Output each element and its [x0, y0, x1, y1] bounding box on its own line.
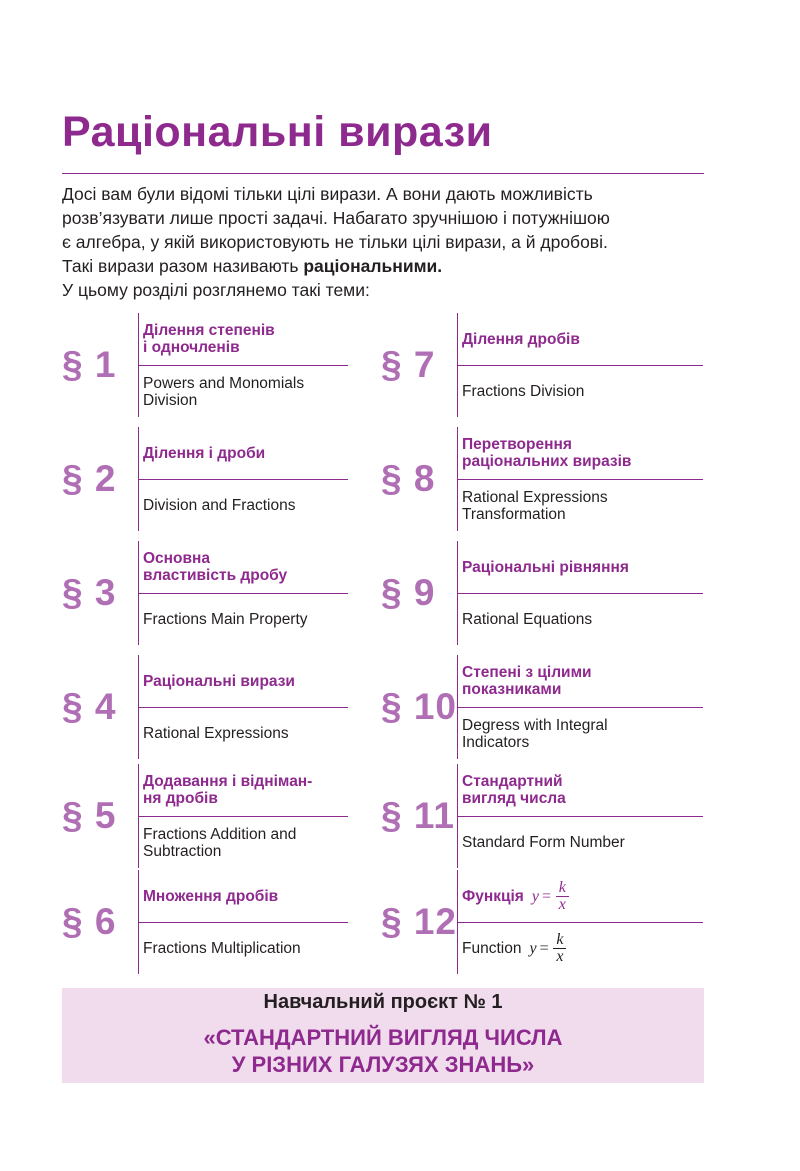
section-number: § 6 [62, 901, 117, 942]
topic-title-ua-line: Степені з цілими [462, 664, 592, 681]
topic-title-ua-text: Функція [462, 887, 524, 905]
topic-12 [381, 870, 701, 974]
project-banner [62, 988, 704, 1083]
intro-line [62, 254, 712, 278]
topic-title-en-line: Degress with Integral [462, 716, 608, 734]
topic-6 [62, 870, 382, 974]
topic-title-en [462, 708, 702, 759]
topic-title-ua-line: Додавання і відніман- [143, 773, 313, 790]
topic-title-en-line: Rational Expressions [462, 488, 608, 506]
section-number: § 5 [62, 795, 117, 836]
topic-title-ua-line: показниками [462, 681, 562, 698]
section-number: § 8 [381, 458, 436, 499]
chapter-title: Раціональні вирази [62, 108, 493, 156]
function-formula [532, 880, 569, 913]
section-number: § 2 [62, 458, 117, 499]
topic-title-ua-line: вигляд числа [462, 790, 566, 807]
formula-equals: = [540, 887, 552, 905]
topic-title-ua [143, 764, 348, 816]
topic-title-ua: Раціональні рівняння [462, 558, 629, 576]
topic-title-en: Rational Equations [462, 611, 593, 628]
topic-title-ua: Раціональні вирази [143, 672, 295, 690]
formula-denominator: x [558, 895, 566, 913]
topic-8 [381, 427, 701, 531]
topic-11 [381, 764, 701, 868]
topic-title-en-line: Division [143, 391, 198, 409]
topic-title-ua-line: і одночленів [143, 339, 240, 356]
topic-title-ua-line: Перетворення [462, 436, 572, 453]
function-formula [529, 932, 566, 965]
topic-title-ua: Множення дробів [143, 887, 279, 905]
project-heading: Навчальний проєкт № 1 [263, 991, 503, 1013]
title-divider [62, 173, 704, 174]
topic-title-ua-line: Ділення степенів [143, 322, 275, 339]
topic-title-ua [143, 313, 348, 365]
topic-title-ua: Ділення і дроби [143, 444, 266, 462]
formula-denominator: x [556, 948, 564, 965]
formula-y: y [531, 887, 539, 905]
section-number: § 7 [381, 344, 436, 385]
topic-title-en [143, 366, 353, 417]
section-number: § 12 [381, 901, 458, 942]
topic-title-en-text: Function [462, 940, 522, 957]
topic-title-en: Fractions Division [462, 383, 585, 400]
topic-title-ua-line: раціональних виразів [462, 453, 632, 470]
topic-9 [381, 541, 701, 645]
intro-line: є алгебра, у якій використовують не тільки цілі вирази, а й дробові. [62, 232, 608, 252]
section-number: § 9 [381, 572, 436, 613]
section-number: § 11 [381, 795, 455, 836]
topic-title-en: Rational Expressions [143, 725, 289, 742]
topic-title-en-line: Subtraction [143, 842, 222, 860]
topic-10 [381, 655, 701, 759]
topic-title-en: Fractions Multiplication [143, 940, 301, 957]
topic-title-ua [462, 764, 702, 816]
topic-title-ua [143, 541, 348, 593]
topic-title-ua-line: ня дробів [143, 790, 218, 807]
project-title [62, 1024, 704, 1078]
topic-4 [62, 655, 382, 759]
intro-bold-term: раціональними. [303, 256, 443, 276]
topic-3 [62, 541, 382, 645]
formula-fraction [553, 932, 566, 965]
topic-title-en-line: Indicators [462, 733, 530, 751]
section-number: § 3 [62, 572, 117, 613]
topic-title-en [143, 817, 353, 868]
formula-fraction [556, 880, 569, 913]
intro-text: Такі вирази разом називають [62, 256, 304, 276]
topic-title-ua-line: властивість дробу [143, 567, 288, 584]
topic-title-ua [462, 655, 702, 707]
formula-numerator: k [553, 932, 566, 949]
intro-line: Досі вам були відомі тільки цілі вирази. А вони дають можливість [62, 184, 593, 204]
topic-title-en-line: Fractions Addition and [143, 825, 297, 843]
section-number: § 1 [62, 344, 117, 385]
topic-title-ua [462, 870, 702, 922]
topic-title-en: Fractions Main Property [143, 611, 308, 628]
topic-1 [62, 313, 382, 417]
topic-title-en-line: Transformation [462, 505, 566, 523]
section-number: § 4 [62, 686, 117, 727]
topic-title-en-line: Powers and Monomials [143, 374, 305, 392]
topic-5 [62, 764, 382, 868]
topic-title-ua: Ділення дробів [462, 330, 580, 348]
intro-line: У цьому розділі розглянемо такі теми: [62, 280, 370, 300]
project-title-line: «СТАНДАРТНИЙ ВИГЛЯД ЧИСЛА [203, 1025, 563, 1050]
topic-title-ua-line: Стандартний [462, 773, 563, 790]
topic-2 [62, 427, 382, 531]
formula-equals: = [538, 940, 550, 957]
intro-line: розв’язувати лише прості задачі. Набагато зручнішою і потужнішою [62, 208, 610, 228]
chapter-intro [62, 182, 712, 302]
topic-title-ua-line: Основна [143, 550, 211, 567]
topic-7 [381, 313, 701, 417]
topic-title-en [462, 480, 702, 531]
topic-title-en [462, 923, 702, 974]
project-title-line: У РІЗНИХ ГАЛУЗЯХ ЗНАНЬ» [231, 1052, 535, 1077]
topic-title-ua [462, 427, 702, 479]
formula-numerator: k [556, 880, 569, 897]
topic-title-en: Standard Form Number [462, 834, 625, 851]
section-number: § 10 [381, 686, 458, 727]
topic-title-en: Division and Fractions [143, 497, 296, 514]
formula-y: y [529, 940, 537, 957]
